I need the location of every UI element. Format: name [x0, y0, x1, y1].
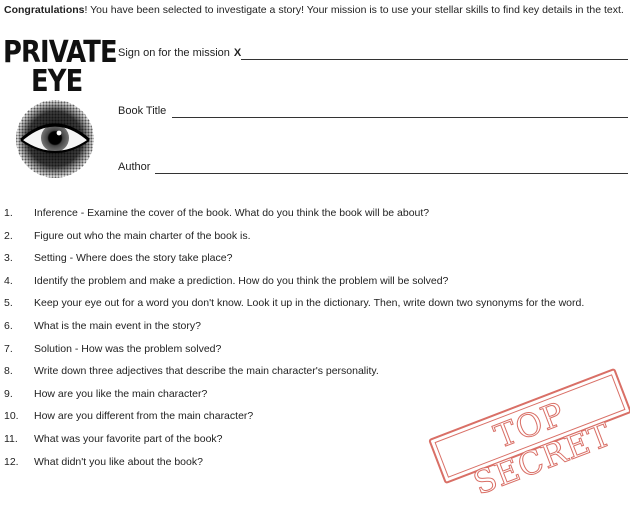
mission-signature-line[interactable] — [241, 59, 628, 60]
question-text: What didn't you like about the book? — [34, 455, 203, 468]
question-text: How are you like the main character? — [34, 387, 208, 400]
question-number: 4. — [4, 274, 13, 287]
question-item — [4, 296, 630, 319]
eye-illustration — [15, 98, 95, 180]
mission-label — [118, 46, 241, 60]
question-text: How are you different from the main character? — [34, 410, 254, 423]
mission-x-mark: X — [233, 47, 242, 59]
intro-rest: ! You have been selected to investigate a story! Your mission is to use your stellar skills to find key details in the text. — [84, 4, 624, 16]
question-number: 6. — [4, 319, 13, 332]
question-number: 3. — [4, 252, 13, 265]
question-number: 5. — [4, 297, 13, 310]
intro-bold: Congratulations — [4, 4, 85, 16]
question-item — [4, 319, 630, 342]
question-text: Solution - How was the problem solved? — [34, 342, 222, 355]
question-text: Inference - Examine the cover of the book. What do you think the book will be about? — [34, 207, 430, 219]
author-label: Author — [118, 161, 151, 173]
question-number: 8. — [4, 365, 13, 378]
question-text: Write down three adjectives that describe the main character's personality. — [34, 365, 379, 378]
question-item — [4, 251, 630, 274]
question-text: What is the main event in the story? — [34, 319, 201, 332]
question-number: 9. — [4, 387, 13, 400]
author-line[interactable] — [155, 173, 628, 174]
question-number: 7. — [4, 342, 13, 355]
eye-icon — [15, 98, 95, 180]
stamp-text: TOP SECRET — [468, 394, 617, 503]
question-text: Keep your eye out for a word you don't know. Look it up in the dictionary. Then, write down two synonyms for the word. — [34, 297, 585, 310]
question-number: 1. — [4, 207, 13, 219]
question-item — [4, 342, 630, 365]
question-item — [4, 364, 630, 387]
mission-label-text: Sign on for the mission — [118, 47, 230, 59]
question-number: 11. — [4, 432, 18, 445]
mission-signature-row — [118, 46, 630, 62]
question-text: Figure out who the main charter of the book is. — [34, 229, 251, 242]
book-title-row — [118, 104, 630, 120]
question-number: 2. — [4, 229, 13, 242]
logo-title-private: PRIVATE — [3, 35, 117, 70]
question-text: What was your favorite part of the book? — [34, 432, 223, 445]
question-item — [4, 229, 630, 252]
intro-text — [4, 3, 628, 17]
question-number: 12. — [4, 455, 19, 468]
question-text: Identify the problem and make a prediction. How do you think the problem will be solved? — [34, 274, 449, 287]
question-item — [4, 206, 630, 229]
question-text: Setting - Where does the story take place? — [34, 252, 233, 265]
logo-title-eye: EYE — [31, 64, 83, 99]
book-title-line[interactable] — [172, 117, 628, 118]
question-item — [4, 274, 630, 297]
author-row — [118, 160, 630, 176]
question-number: 10. — [4, 410, 19, 423]
book-title-label: Book Title — [118, 105, 167, 117]
